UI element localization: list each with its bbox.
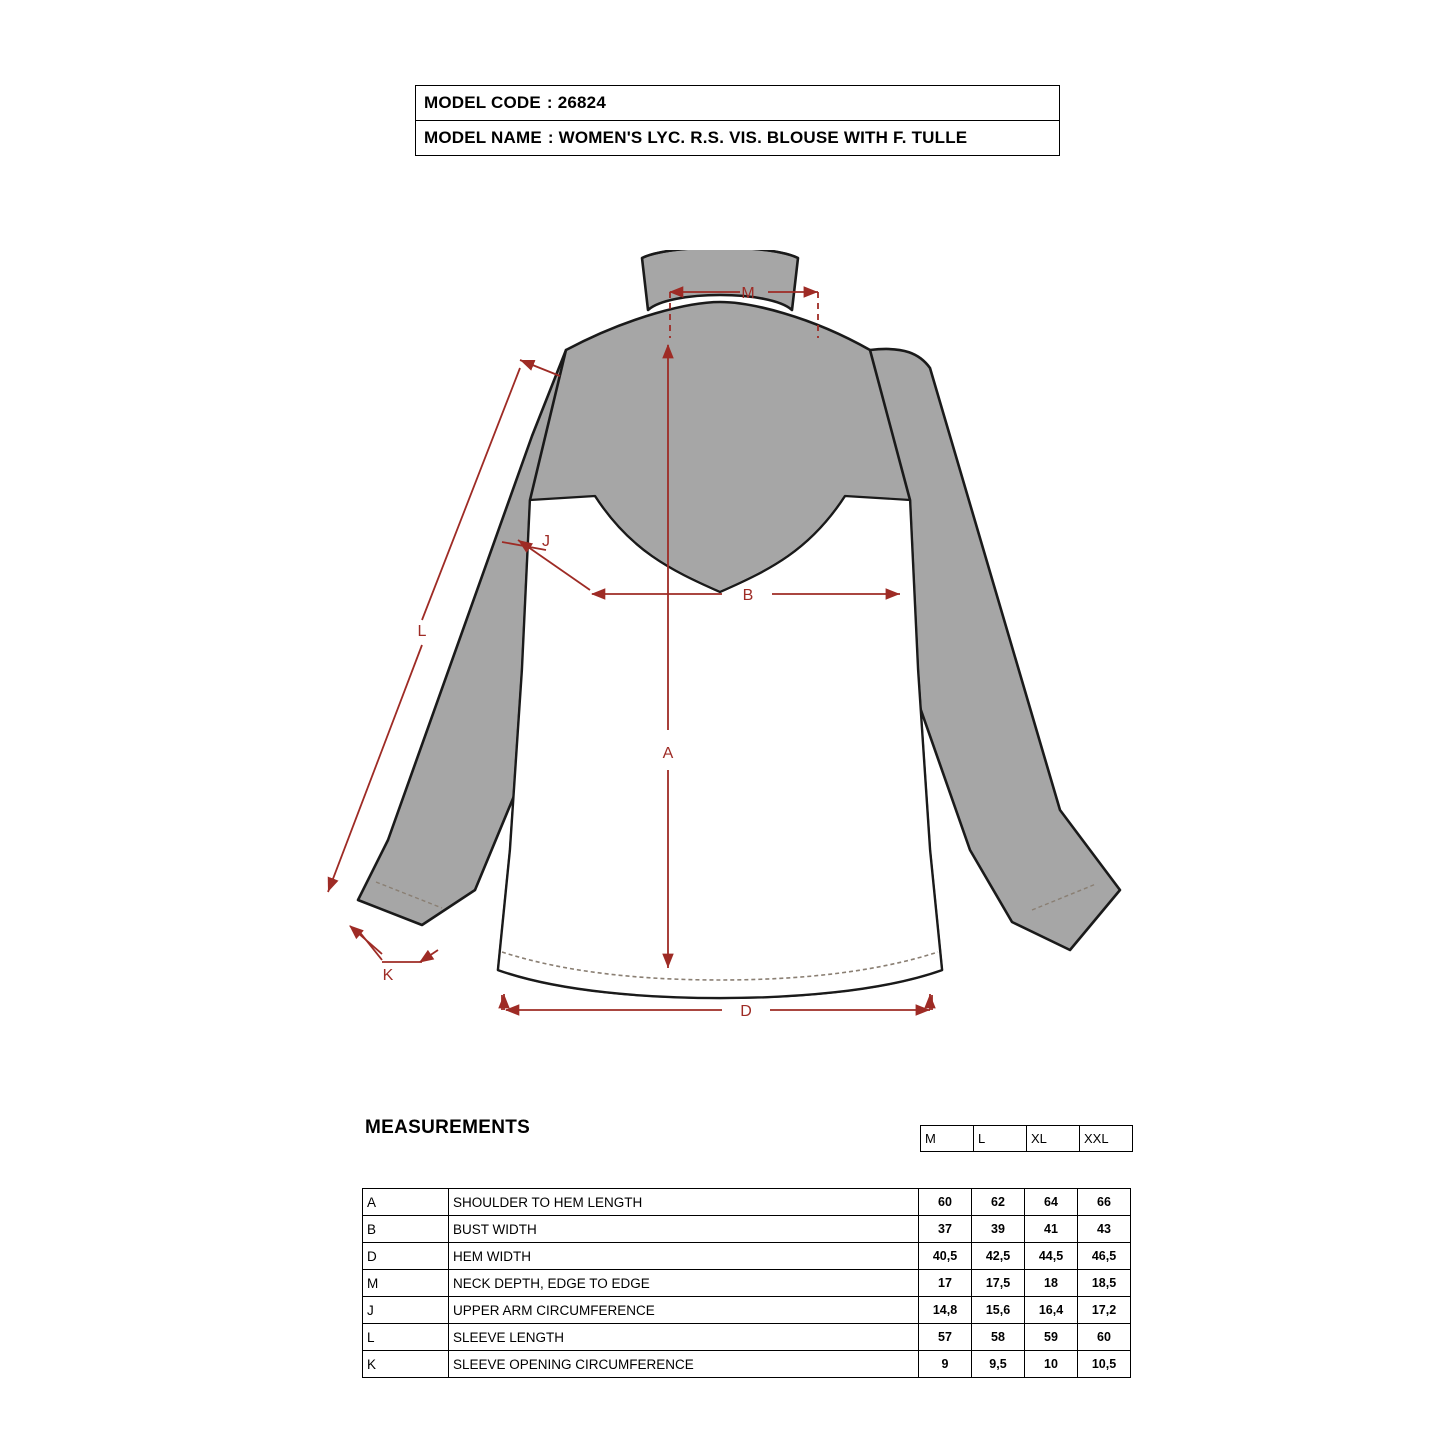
table-row (363, 1324, 1131, 1351)
dimension-label-M: M (741, 285, 755, 302)
dimension-label-D: D (740, 1003, 752, 1020)
measurement-value: 37 (919, 1216, 972, 1243)
dimension-label-K: K (382, 967, 394, 984)
measurement-value: 16,4 (1025, 1297, 1078, 1324)
table-row (363, 1351, 1131, 1378)
measurement-desc: HEM WIDTH (449, 1243, 919, 1270)
measurement-desc: SHOULDER TO HEM LENGTH (449, 1189, 919, 1216)
table-row (363, 1189, 1131, 1216)
dimension-label-L: L (417, 623, 427, 640)
measurement-value: 64 (1025, 1189, 1078, 1216)
measurement-code: B (363, 1216, 449, 1243)
measurement-desc: NECK DEPTH, EDGE TO EDGE (449, 1270, 919, 1297)
dimension-label-B: B (742, 587, 754, 604)
measurement-value: 18,5 (1078, 1270, 1131, 1297)
measurement-value: 17 (919, 1270, 972, 1297)
measurement-desc: UPPER ARM CIRCUMFERENCE (449, 1297, 919, 1324)
measurement-desc: SLEEVE OPENING CIRCUMFERENCE (449, 1351, 919, 1378)
model-code-value: : 26824 (546, 93, 606, 112)
size-header-cell: XL (1027, 1126, 1080, 1152)
size-header-cell: M (921, 1126, 974, 1152)
measurement-value: 66 (1078, 1189, 1131, 1216)
measurement-code: J (363, 1297, 449, 1324)
measurement-value: 43 (1078, 1216, 1131, 1243)
model-code-label: MODEL CODE (424, 93, 541, 112)
measurement-value: 60 (919, 1189, 972, 1216)
measurement-code: K (363, 1351, 449, 1378)
measurement-value: 46,5 (1078, 1243, 1131, 1270)
garment-technical-drawing (270, 250, 1170, 1070)
measurement-value: 40,5 (919, 1243, 972, 1270)
measurement-code: M (363, 1270, 449, 1297)
model-code-row (416, 86, 1059, 121)
measurements-table (362, 1188, 1131, 1378)
size-header-cell: L (974, 1126, 1027, 1152)
size-header-table (920, 1125, 1133, 1152)
size-header-cell: XXL (1080, 1126, 1133, 1152)
measurement-desc: BUST WIDTH (449, 1216, 919, 1243)
measurement-value: 10 (1025, 1351, 1078, 1378)
measurement-value: 58 (972, 1324, 1025, 1351)
measurement-value: 57 (919, 1324, 972, 1351)
measurement-value: 17,5 (972, 1270, 1025, 1297)
table-row (363, 1243, 1131, 1270)
table-row (363, 1216, 1131, 1243)
measurement-value: 62 (972, 1189, 1025, 1216)
dimension-label-J: J (542, 533, 550, 550)
measurement-value: 15,6 (972, 1297, 1025, 1324)
measurement-value: 59 (1025, 1324, 1078, 1351)
dimension-label-A: A (662, 745, 674, 762)
measurement-value: 18 (1025, 1270, 1078, 1297)
measurement-value: 44,5 (1025, 1243, 1078, 1270)
measurement-value: 14,8 (919, 1297, 972, 1324)
garment-shape (358, 250, 1120, 998)
measurement-value: 9 (919, 1351, 972, 1378)
measurement-value: 10,5 (1078, 1351, 1131, 1378)
measurement-code: L (363, 1324, 449, 1351)
measurement-value: 42,5 (972, 1243, 1025, 1270)
model-name-row (416, 121, 1059, 155)
measurement-value: 41 (1025, 1216, 1078, 1243)
measurement-value: 9,5 (972, 1351, 1025, 1378)
measurements-title: MEASUREMENTS (365, 1117, 531, 1138)
measurement-code: D (363, 1243, 449, 1270)
measurement-desc: SLEEVE LENGTH (449, 1324, 919, 1351)
measurement-value: 39 (972, 1216, 1025, 1243)
dimension-K (350, 926, 438, 984)
model-name-value: : WOMEN'S LYC. R.S. VIS. BLOUSE WITH F. TULLE (547, 128, 968, 147)
measurement-value: 60 (1078, 1324, 1131, 1351)
measurement-code: A (363, 1189, 449, 1216)
table-row (363, 1297, 1131, 1324)
measurement-value: 17,2 (1078, 1297, 1131, 1324)
table-row (363, 1270, 1131, 1297)
size-header-row (921, 1126, 1133, 1152)
model-name-label: MODEL NAME (424, 128, 542, 147)
model-info-block (415, 85, 1060, 156)
